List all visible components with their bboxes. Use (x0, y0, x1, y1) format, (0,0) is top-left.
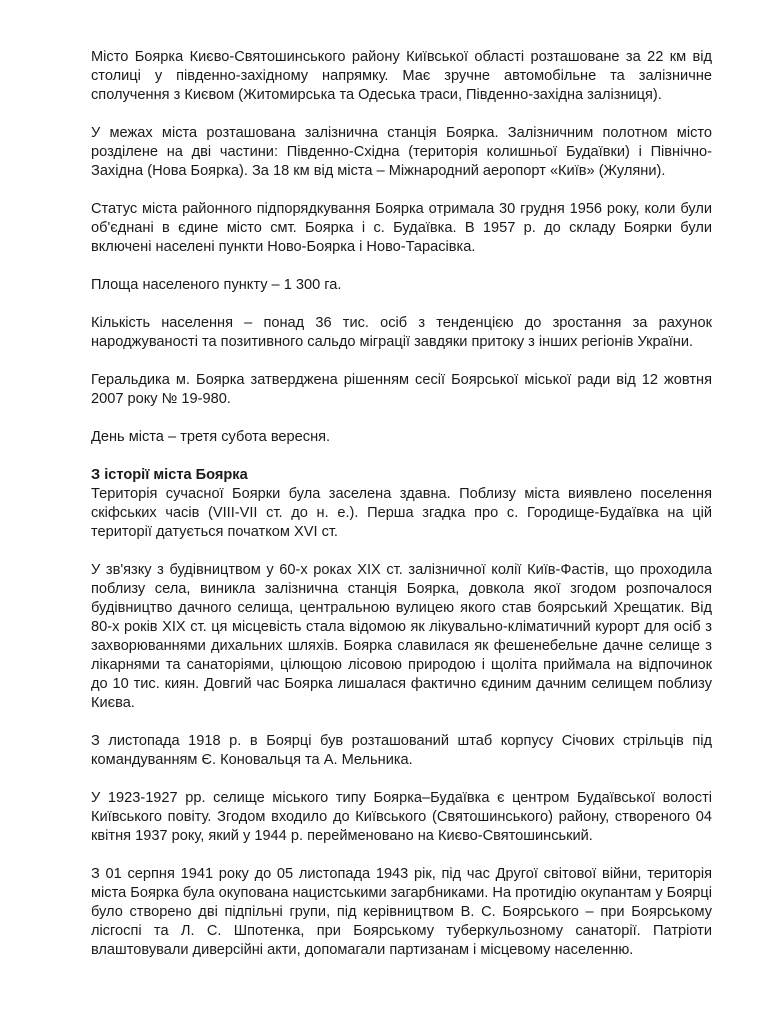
intro-paragraph-location: Місто Боярка Києво-Святошинського району Київської області розташоване за 22 км від столиці у південно-західному напрямку. Має зручне автомобільне та залізничне сполучення з Києвом (Житомирська та Одеська траси, Південно-західна залізниця). (91, 49, 712, 103)
intro-paragraph-railway: У межах міста розташована залізнична станція Боярка. Залізничним полотном місто розділене на дві частини: Південно-Східна (територія колишньої Будаївки) і Північно-Західна (Нова Боярка). За 18 км від міста – Міжнародний аеропорт «Київ» (Жуляни). (91, 125, 712, 179)
intro-paragraph-status: Статус міста районного підпорядкування Боярка отримала 30 грудня 1956 року, коли були об'єднані в єдине місто смт. Боярка і с. Будаївка. В 1957 р. до складу Боярки були включені населені пункти Ново-Боярка і Ново-Тарасівка. (91, 201, 712, 255)
intro-paragraph-population: Кількість населення – понад 36 тис. осіб з тенденцією до зростання за рахунок народжуваності та позитивного сальдо міграції завдяки притоку з інших регіонів України. (91, 315, 712, 350)
intro-paragraph-area: Площа населеного пункту – 1 300 га. (91, 277, 342, 293)
history-paragraph-1923: У 1923-1927 рр. селище міського типу Боярка–Будаївка є центром Будаївської волості Київського повіту. Згодом входило до Київського (Святошинського) району, створеного 04 квітня 1937 року, який у 1944 р. перейменовано на Києво-Святошинський. (91, 790, 712, 844)
history-paragraph-ww2: З 01 серпня 1941 року до 05 листопада 1943 рік, під час Другої світової війни, територія міста Боярка була окупована нацистськими загарбниками. На протидію окупантам у Боярці було створено дві підпільні групи, під керівництвом В. С. Боярського – при Боярському лісгоспі та Л. С. Шпотенка, при Боярському туберкульозному санаторії. Патріоти влаштовували диверсійні акти, допомагали партизанам і місцевому населенню. (91, 866, 712, 958)
document-page (91, 48, 712, 979)
history-heading: З історії міста Боярка (91, 467, 248, 483)
history-paragraph-ancient: Територія сучасної Боярки була заселена здавна. Поблизу міста виявлено поселення скіфських часів (VIII-VII ст. до н. е.). Перша згадка про с. Городище-Будаївка на цій території датується початком XVI ст. (91, 486, 712, 540)
intro-paragraph-heraldry: Геральдика м. Боярка затверджена рішенням сесії Боярської міської ради від 12 жовтня 2007 року № 19-980. (91, 372, 712, 407)
intro-paragraph-city-day: День міста – третя субота вересня. (91, 429, 331, 445)
history-paragraph-1918: З листопада 1918 р. в Боярці був розташований штаб корпусу Січових стрільців під командуванням Є. Коновальця та А. Мельника. (91, 733, 712, 768)
history-paragraph-railway-station: У зв'язку з будівництвом у 60-х роках XIX ст. залізничної колії Київ-Фастів, що проходила поблизу села, виникла залізнична станція Боярка, довкола якої згодом розпочалося будівництво дачного селища, центральною вулицею якого став боярський Хрещатик. Від 80-х років XIX ст. ця місцевість стала відомою як лікувально-кліматичний курорт для осіб з захворюваннями дихальних шляхів. Боярка славилася як фешенебельне дачне селище з лікарнями та санаторіями, цілющою лісовою природою і щоліта приймала на відпочинок до 10 тис. киян. Довгий час Боярка лишалася фактично єдиним дачним селищем поблизу Києва. (91, 562, 712, 711)
